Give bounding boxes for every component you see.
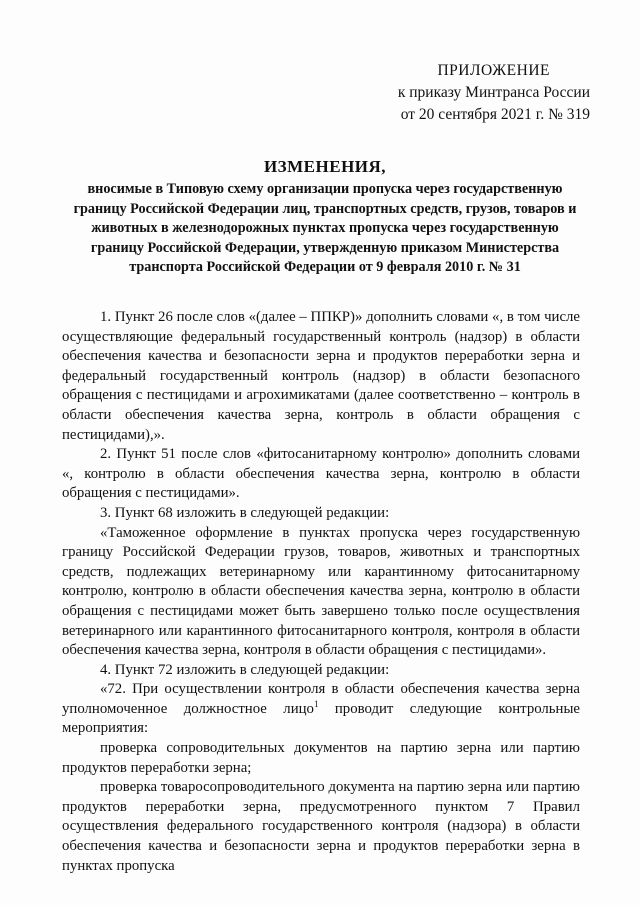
- paragraph-2: 2. Пункт 51 после слов «фитосанитарному контролю» дополнить словами «, контролю в области обеспечения качества зерна, контролю в области обращения с пестицидами».: [62, 446, 580, 502]
- document-subtitle: вносимые в Типовую схему организации пропуска через государственную границу Российской Федерации лиц, транспортных средств, грузов, товаров и животных в железнодорожных пунктах пропуска через государственную границу Российской Федерации, утвержденную приказом Министерства транспорта Российской Федерации от 9 февраля 2010 г. № 31: [73, 181, 577, 275]
- paragraph-5: 4. Пункт 72 изложить в следующей редакции:: [100, 661, 390, 678]
- appendix-header: [398, 60, 590, 126]
- paragraph-8: проверка товаросопроводительного документа на партию зерна или партию продуктов переработки зерна, предусмотренного пунктом 7 Правил осуществления федерального государственного контроля (надзора) в области обеспечения качества и безопасности зерна и продуктов переработки зерна в пунктах пропуска: [62, 779, 580, 874]
- paragraph-1: 1. Пункт 26 после слов «(далее – ППКР)» дополнить словами «, в том числе осуществляющие федеральный государственный контроль (надзор) в области обеспечения качества и безопасности зерна и продуктов переработки зерна и федеральный государственный контроль (надзор) в области безопасного обращения с пестицидами и агрохимикатами (далее соответственно – контроль в области обеспечения качества зерна, контроль в области обращения с пестицидами),».: [62, 309, 580, 443]
- paragraph-72-start: «72. При осуществлении контроля в области обеспечения качества зерна уполномоченное должностное лицо: [62, 681, 580, 717]
- appendix-order-ref: к приказу Минтранса России: [397, 84, 590, 101]
- paragraph-4: «Таможенное оформление в пунктах пропуска через государственную границу Российской Федерации грузов, товаров, животных и транспортных средств, подлежащих ветеринарному или карантинному фитосанитарному контролю, контролю в области обеспечения качества зерна, контролю в области обращения с пестицидами может быть завершено только после осуществления ветеринарного или карантинного фитосанитарного контроля, контроля в области обеспечения качества зерна, контроля в области обращения с пестицидами».: [62, 524, 580, 659]
- appendix-order-date: от 20 сентября 2021 г. № 319: [400, 106, 590, 123]
- document-title-block: [70, 156, 580, 278]
- document-title: ИЗМЕНЕНИЯ,: [263, 157, 387, 176]
- paragraph-72-end: проводит следующие контрольные мероприятия:: [62, 700, 580, 737]
- footnote-marker: 1: [313, 698, 319, 709]
- paragraph-3: 3. Пункт 68 изложить в следующей редакции:: [100, 504, 390, 521]
- paragraph-7: проверка сопроводительных документов на партию зерна или партию продуктов переработки зерна;: [62, 740, 580, 776]
- document-body: [62, 308, 580, 876]
- paragraph-72: [62, 680, 580, 739]
- appendix-title: ПРИЛОЖЕНИЕ: [437, 62, 550, 79]
